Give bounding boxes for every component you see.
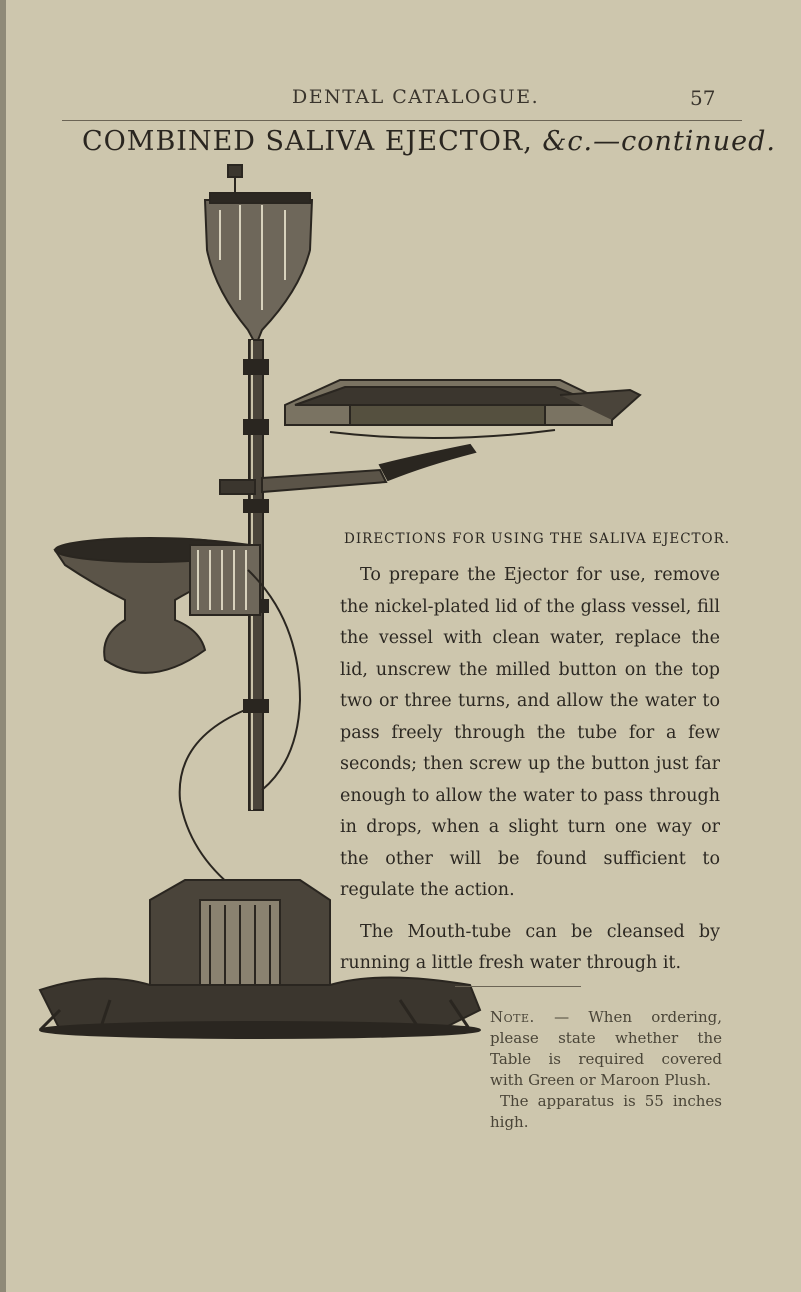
directions-heading: DIRECTIONS FOR USING THE SALIVA EJECTOR. [344,531,731,547]
page-number: 57 [690,86,716,110]
directions-text [340,560,720,980]
note-text: — When ordering, please state whether the Table is required covered with Green or Maroon Plush. [490,1008,722,1089]
directions-paragraph: To prepare the Ejector for use, remove the nickel-plated lid of the glass vessel, fill the vessel with clean water, replace the lid, unscrew the milled button on the top two or three turns, and allow the water to pass freely through the tube for a few seconds; then screw up the button just far enough to allow the water to pass through in drops, when a slight turn one way or the other will be found sufficient to regulate the action. [340,565,720,900]
section-title-continued: &c.—continued. [542,126,777,157]
running-head-title: DENTAL CATALOGUE. [292,86,540,108]
section-title-main: COMBINED SALIVA EJECTOR, [82,126,543,157]
note-height: The apparatus is 55 inches high. [490,1092,722,1131]
note-label: Note. [490,1008,535,1026]
note-paragraph [490,1007,722,1091]
section-divider [455,986,581,987]
directions-paragraph: The Mouth-tube can be cleansed by running a little fresh water through it. [340,921,720,973]
ordering-note [490,1007,722,1133]
